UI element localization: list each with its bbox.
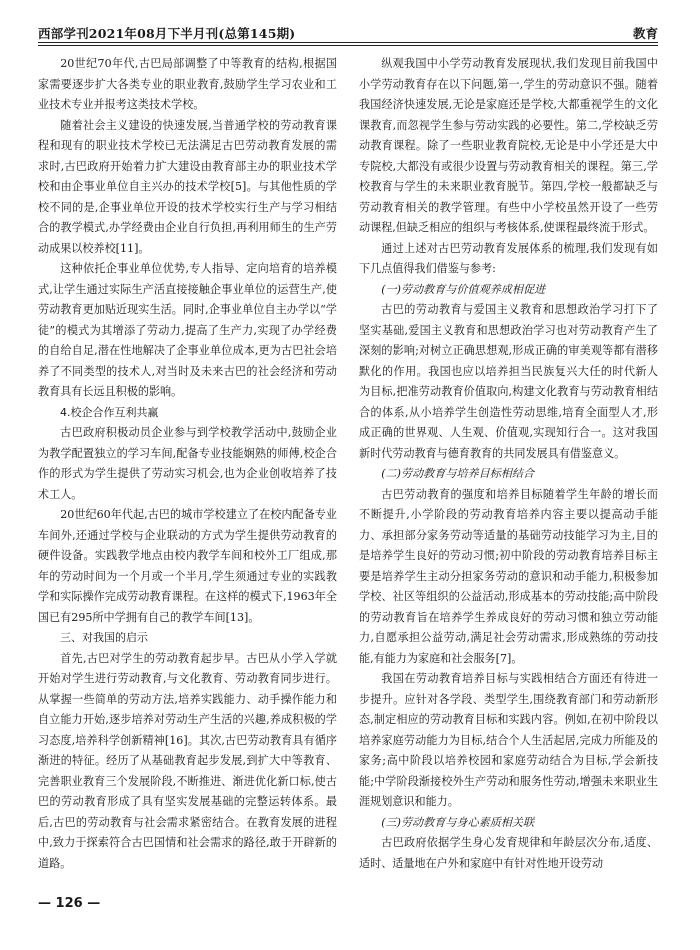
section-title: 教育 — [632, 26, 658, 41]
paragraph: 纵观我国中小学劳动教育发展现状,我们发现目前我国中小学劳动教育存在以下问题,第一,学生的劳动意识不强。随着我国经济快速发展,无论是家庭还是学校,大都重视学生的文化课教育,而忽视学生参与劳动实践的必要性。第二,学校缺乏劳动教育课程。除了一些职业教育院校,无论是中小学还是大中专院校,大都没有或很少设置与劳动教育相关的课程。第三,学校教育与学生的未来职业教育脱节。第四,学校一般都缺乏与劳动教育相关的教学管理。有些中小学校虽然开设了一些劳动课程,但缺乏相应的组织与考核体系,使课程最终流于形式。 — [359, 57, 658, 234]
page-header — [38, 22, 658, 44]
paragraph: 古巴政府积极动员企业参与到学校教学活动中,鼓励企业为教学配置独立的学习车间,配备专业技能娴熟的师傅,校企合作的形式为学生提供了劳动实习机会,也为企业创收培养了技术工人。 — [38, 426, 337, 501]
journal-title: 西部学刊2021年08月下半月刊(总第145期) — [38, 26, 296, 41]
paragraph: 古巴劳动教育的强度和培养目标随着学生年龄的增长而不断提升,小学阶段的劳动教育培养内容主要以提高动手能力、承担部分家务劳动等适量的基础劳动技能学习为主,目的是培养学生良好的劳动习惯;初中阶段的劳动教育培养目标主要是培养学生主动分担家务劳动的意识和动手能力,积极参加学校、社区等组织的公益活动,形成基本的劳动技能;高中阶段的劳动教育旨在培养学生养成良好的劳动习惯和独立劳动能力,自愿承担公益劳动,满足社会劳动需求,形成熟练的劳动技能,有能力为家庭和社会服务[7]。 — [359, 487, 658, 665]
section-heading: 4.校企合作互利共赢 — [60, 405, 159, 419]
paragraph: 古巴政府依据学生身心发育规律和年龄层次分布,适度、适时、适量地在户外和家庭中有针对性地开设劳动 — [359, 836, 658, 870]
paragraph: 古巴的劳动教育与爱国主义教育和思想政治学习打下了坚实基础,爱国主义教育和思想政治学习也对劳动教育产生了深刻的影响;对树立正确思想观,形成正确的审美观等都有潜移默化的作用。我国也应以培养担当民族复兴大任的时代新人为目标,把准劳动教育价值取向,构建文化教育与劳动教育相结合的体系,从小培养学生创造性劳动思维,培育全面型人才,形成正确的世界观、人生观、价值观,实现知行合一。这对我国新时代劳动教育与德育教育的共同发展具有借鉴意义。 — [359, 303, 658, 460]
left-column — [38, 54, 337, 874]
section-heading: (三)劳动教育与身心素质相关联 — [381, 815, 535, 829]
right-column — [359, 54, 658, 874]
paragraph: 首先,古巴对学生的劳动教育起步早。古巴从小学入学就开始对学生进行劳动教育,与文化教育、劳动教育同步进行。从掌握一些简单的劳动方法,培养实践能力、动手操作能力和自立能力开始,逐步培养对劳动生产生活的兴趣,养成积极的学习态度,培养科学创新精神[16]。其次,古巴劳动教育具有循序渐进的特征。经历了从基础教育起步发展,到扩大中等教育、完善职业教育三个发展阶段,不断推进、渐进优化新口标,使古巴的劳动教育形成了具有坚实发展基础的完整运转体系。最后,古巴的劳动教育与社会需求紧密结合。在教育发展的进程中,致力于探索符合古巴国情和社会需求的路径,敢于开辟新的道路。 — [38, 651, 337, 870]
section-heading: (一)劳动教育与价值观养成相促进 — [381, 282, 546, 296]
paragraph: 随着社会主义建设的快速发展,当普通学校的劳动教育课程和现有的职业技术学校已无法满足古巴劳动教育发展的需求时,古巴政府开始着力扩大建设由教育部主办的职业技术学校和由企事业单位自主兴办的技术学校[5]。与其他性质的学校不同的是,企事业单位开设的技术学校实行生产与学习相结合的教学模式,办学经费由企业自行负担,再利用师生的生产劳动成果以校养校[11]。 — [38, 118, 337, 255]
paragraph: 20世纪70年代,古巴局部调整了中等教育的结构,根据国家需要逐步扩大各类专业的职业教育,鼓励学生学习农业和工业技术专业并报考这类技术学校。 — [38, 57, 337, 111]
header-rule — [38, 42, 658, 43]
section-heading: 三、对我国的启示 — [60, 631, 148, 644]
paragraph: 这种依托企事业单位优势,专人指导、定向培育的培养模式,让学生通过实际生产活直接接触企事业单位的运营生产,使劳动教育更加贴近现实生活。同时,企事业单位自主办学以“学徒”的模式为其增添了劳动力,提高了生产力,实现了办学经费的自给自足,潜在性地解决了企事业单位成本,更为古巴社会培养了不同类型的技术人,对当时及未来古巴的社会经济和劳动教育具有长远且积极的影响。 — [38, 262, 337, 398]
paragraph: 20世纪60年代起,古巴的城市学校建立了在校内配备专业车间外,还通过学校与企业联动的方式为学生提供劳动教育的硬件设备。实践教学地点由校内教学车间和校外工厂组成,那年的劳动时间为一个月或一个半月,学生须通过专业的实践教学和实际操作完成劳动教育课程。在这样的模式下,1963年全国已有295所中学拥有自己的教学车间[13]。 — [38, 508, 337, 624]
section-heading: (二)劳动教育与培养目标相结合 — [381, 467, 535, 480]
paragraph: 通过上述对古巴劳动教育发展体系的梳理,我们发现有如下几点值得我们借鉴与参考: — [359, 241, 658, 275]
paragraph: 我国在劳动教育培养目标与实践相结合方面还有待进一步提升。应针对各学段、类型学生,围绕教育部门和劳动新形态,制定相应的劳动教育目标和实践内容。例如,在初中阶段以培养家庭劳动能力为目标,结合个人生活起居,完成力所能及的家务;高中阶段以培养校园和家庭劳动结合为目标,学会新技能;中学阶段渐接校外生产劳动和服务性劳动,增强未来职业生涯规划意识和能力。 — [359, 672, 658, 808]
page-number: — 126 — — [38, 896, 101, 911]
header-rule-thin — [38, 45, 658, 46]
